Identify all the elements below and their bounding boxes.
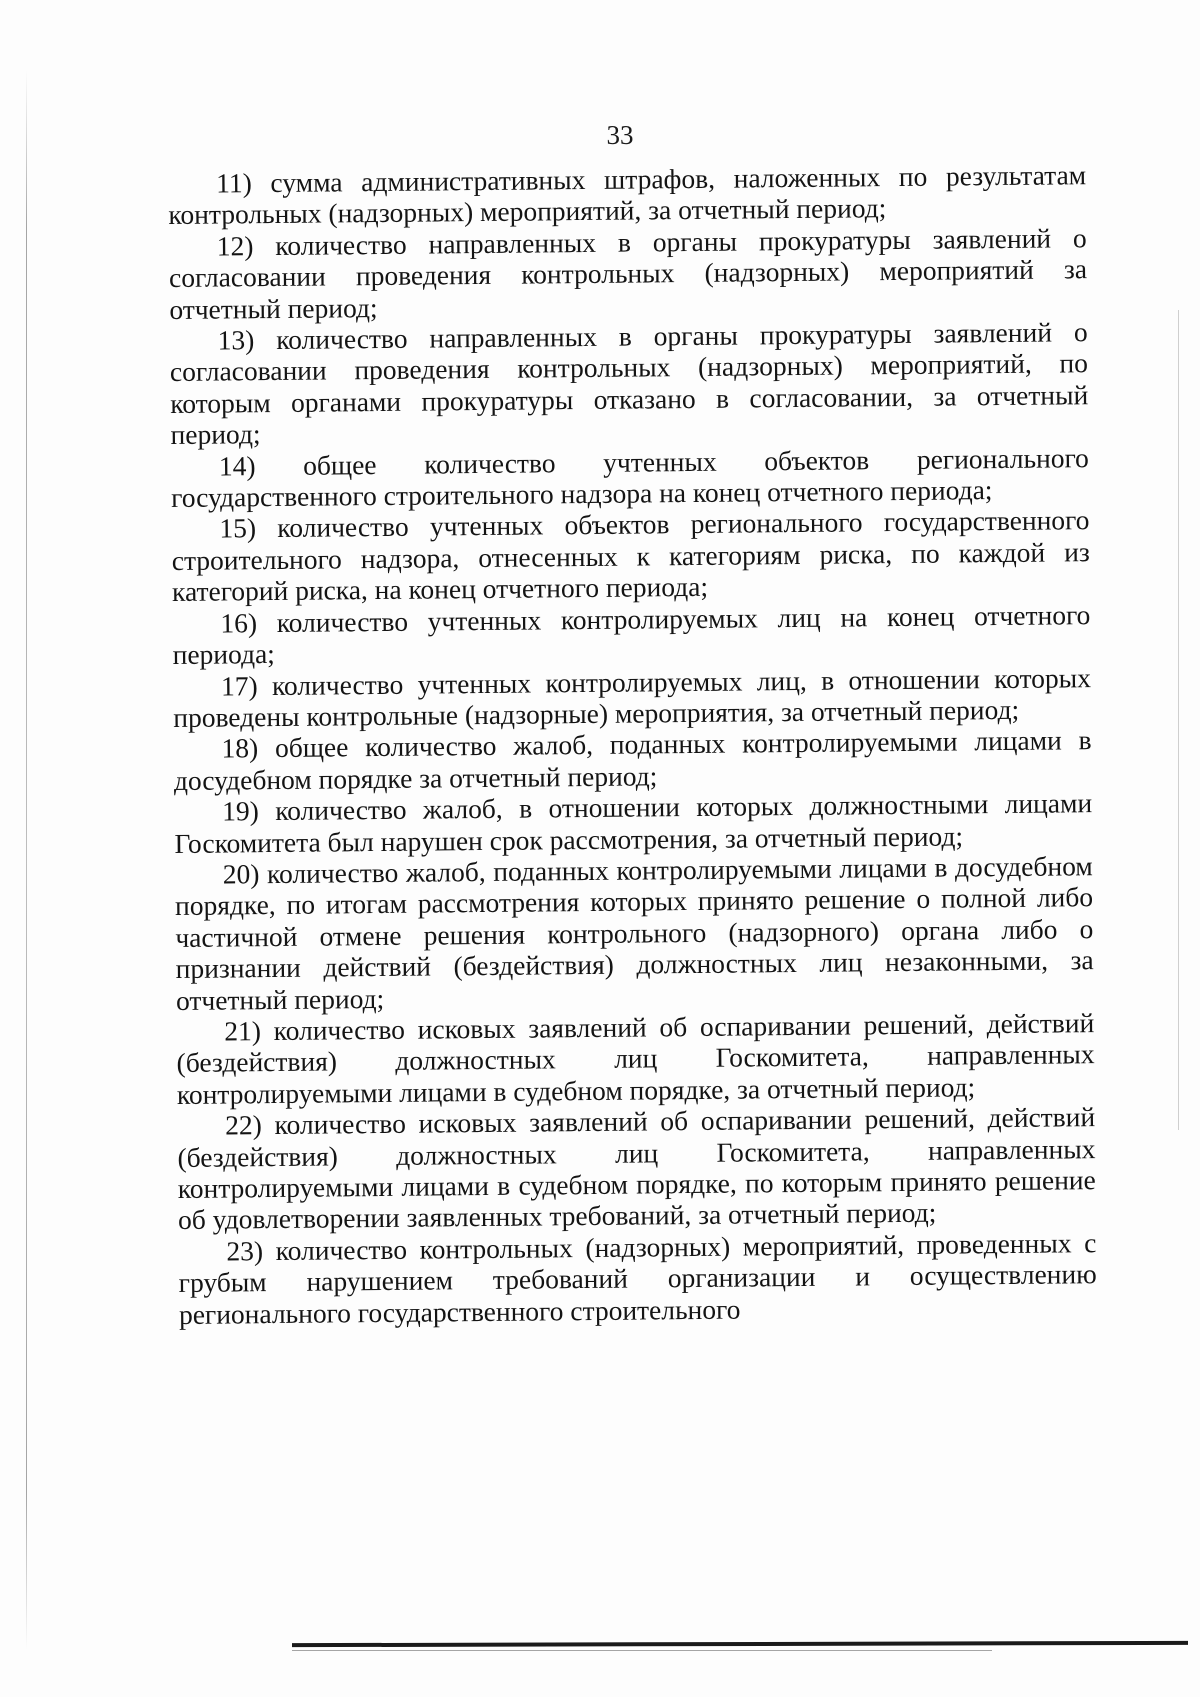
list-item: 17) количество учтенных контролируемых лиц, в отношении которых проведены контрольные (надзорные) мероприятия, за отчетный период;	[173, 661, 1092, 733]
list-item: 16) количество учтенных контролируемых лиц на конец отчетного периода;	[172, 598, 1091, 671]
scan-edge-right	[1178, 310, 1179, 1130]
scan-edge-bottom	[292, 1641, 1188, 1647]
list-item: 21) количество исковых заявлений об оспаривании решений, действий (бездействия) должностных лиц Госкомитета, направленных контролируемыми лицами в судебном порядке, за отчетный период;	[176, 1007, 1095, 1110]
list-item: 23) количество контрольных (надзорных) мероприятий, проведенных с грубым нарушением требований организации и осуществлению регионального государственного строительного	[178, 1226, 1097, 1330]
list-item: 19) количество жалоб, в отношении которых должностными лицами Госкомитета был нарушен срок рассмотрения, за отчетный период;	[174, 787, 1093, 859]
list-item: 18) общее количество жалоб, поданных контролируемыми лицами в досудебном порядке за отчетный период;	[173, 724, 1092, 796]
scan-edge-left	[26, 70, 27, 1650]
list-item: 13) количество направленных в органы прокуратуры заявлений о согласовании проведения контрольных (надзорных) мероприятий, по которым органами прокуратуры отказано в согласовании, за отчетный период;	[169, 316, 1089, 451]
scan-edge-bottom-thin	[292, 1650, 992, 1651]
list-item: 15) количество учтенных объектов регионального государственного строительного надзора, отнесенных к категориям риска, по каждой из категорий риска, на конец отчетного периода;	[171, 504, 1090, 608]
list-item: 14) общее количество учтенных объектов регионального государственного строительного надзора на конец отчетного периода;	[171, 441, 1089, 514]
document-body	[168, 159, 1097, 1330]
list-item: 22) количество исковых заявлений об оспаривании решений, действий (бездействия) должностных лиц Госкомитета, направленных контролируемыми лицами в судебном порядке, по которым принято решение об удовлетворении заявленных требований, за отчетный период;	[177, 1101, 1096, 1236]
page-number: 33	[606, 120, 634, 150]
list-item: 12) количество направленных в органы прокуратуры заявлений о согласовании проведения контрольных (надзорных) мероприятий за отчетный период;	[168, 221, 1088, 325]
list-item: 11) сумма административных штрафов, наложенных по результатам контрольных (надзорных) мероприятий, за отчетный период;	[168, 159, 1087, 231]
list-item: 20) количество жалоб, поданных контролируемыми лицами в досудебном порядке, по итогам рассмотрения которых принято решение о полной либо частичной отмене решения контрольного (надзорного) органа либо о признании действий (бездействия) должностных лиц незаконными, за отчетный период;	[174, 850, 1094, 1016]
